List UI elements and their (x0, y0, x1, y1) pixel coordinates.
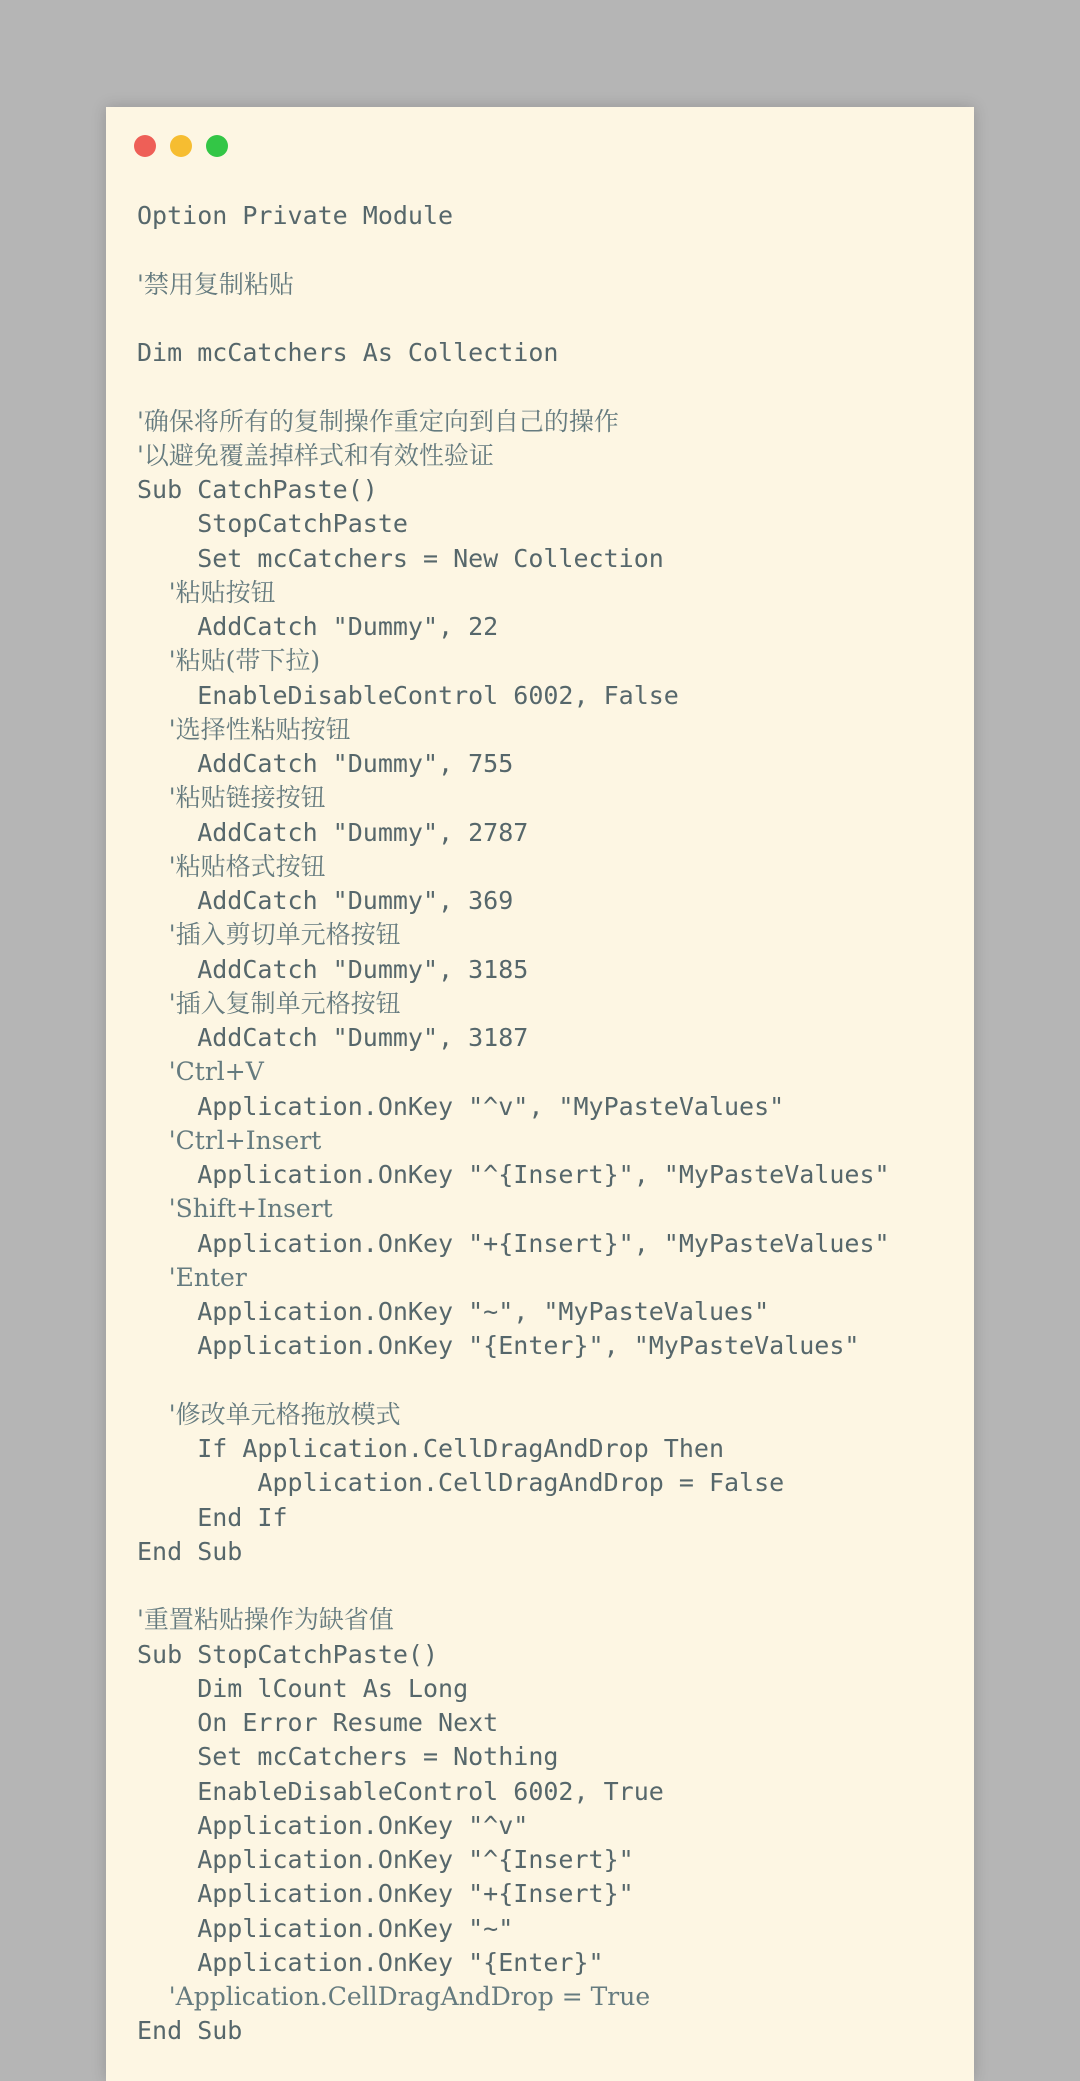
code-line: Application.OnKey "~" (137, 1913, 514, 1943)
code-line: '粘贴链接按钮 (137, 783, 326, 813)
code-line: Set mcCatchers = New Collection (137, 543, 664, 573)
code-line: 'Shift+Insert (137, 1194, 333, 1224)
code-line: Set mcCatchers = Nothing (137, 1742, 559, 1772)
code-line: '插入复制单元格按钮 (137, 988, 401, 1018)
code-line: Sub StopCatchPaste() (137, 1639, 439, 1669)
code-line: AddCatch "Dummy", 3185 (137, 954, 529, 984)
code-line (137, 1569, 964, 1603)
code-line: End Sub (137, 2016, 243, 2046)
code-line: AddCatch "Dummy", 755 (137, 749, 514, 778)
code-line (137, 1364, 964, 1398)
code-window (106, 107, 974, 2081)
code-line: Application.OnKey "{Enter}", "MyPasteValues" (137, 1331, 860, 1361)
code-line: '以避免覆盖掉样式和有效性验证 (137, 440, 494, 470)
close-icon[interactable] (134, 135, 156, 157)
code-line: AddCatch "Dummy", 22 (137, 612, 499, 641)
code-line: Dim mcCatchers As Collection (137, 338, 559, 367)
code-line: Application.OnKey "^{Insert}" (137, 1845, 634, 1874)
code-line: AddCatch "Dummy", 2787 (137, 817, 529, 847)
code-line: EnableDisableControl 6002, False (137, 680, 679, 710)
code-line: StopCatchPaste (137, 509, 408, 539)
code-line: '插入剪切单元格按钮 (137, 920, 401, 950)
minimize-icon[interactable] (170, 135, 192, 157)
code-line: '修改单元格拖放模式 (137, 1399, 401, 1429)
code-line: Application.CellDragAndDrop = False (137, 1468, 785, 1498)
code-line: Application.OnKey "^v", "MyPasteValues" (137, 1091, 785, 1121)
code-line: 'Ctrl+V (137, 1057, 264, 1087)
code-line: Application.OnKey "~", "MyPasteValues" (137, 1297, 770, 1326)
code-line (137, 370, 964, 404)
code-line: If Application.CellDragAndDrop Then (137, 1434, 724, 1463)
code-line: Application.OnKey "^{Insert}", "MyPasteValues" (137, 1160, 890, 1189)
code-line (137, 233, 964, 267)
code-line: '重置粘贴操作为缺省值 (137, 1605, 394, 1635)
code-line: 'Application.CellDragAndDrop = True (137, 1982, 651, 2011)
code-line: Option Private Module (137, 201, 454, 230)
code-line: '粘贴(带下拉) (137, 646, 321, 676)
code-line: Application.OnKey "+{Insert}" (137, 1879, 634, 1909)
code-line: '禁用复制粘贴 (137, 269, 294, 299)
code-line: EnableDisableControl 6002, True (137, 1776, 664, 1806)
code-line (137, 302, 964, 336)
code-line: '粘贴按钮 (137, 577, 276, 607)
code-line: '粘贴格式按钮 (137, 851, 326, 881)
code-line: End If (137, 1502, 288, 1532)
code-line: '确保将所有的复制操作重定向到自己的操作 (137, 406, 619, 436)
code-line: On Error Resume Next (137, 1708, 499, 1737)
code-line: Application.OnKey "+{Insert}", "MyPasteValues" (137, 1228, 890, 1258)
code-line: AddCatch "Dummy", 369 (137, 886, 514, 915)
code-line: '选择性粘贴按钮 (137, 714, 351, 744)
maximize-icon[interactable] (206, 135, 228, 157)
code-line: 'Enter (137, 1262, 247, 1292)
code-line: Sub CatchPaste() (137, 475, 378, 504)
code-line: Application.OnKey "{Enter}" (137, 1947, 604, 1977)
window-controls (134, 135, 242, 157)
code-line: Dim lCount As Long (137, 1673, 469, 1703)
code-block (137, 199, 964, 2049)
code-line: AddCatch "Dummy", 3187 (137, 1023, 529, 1052)
code-line: End Sub (137, 1536, 243, 1566)
code-line: 'Ctrl+Insert (137, 1125, 322, 1155)
code-line: Application.OnKey "^v" (137, 1810, 529, 1840)
